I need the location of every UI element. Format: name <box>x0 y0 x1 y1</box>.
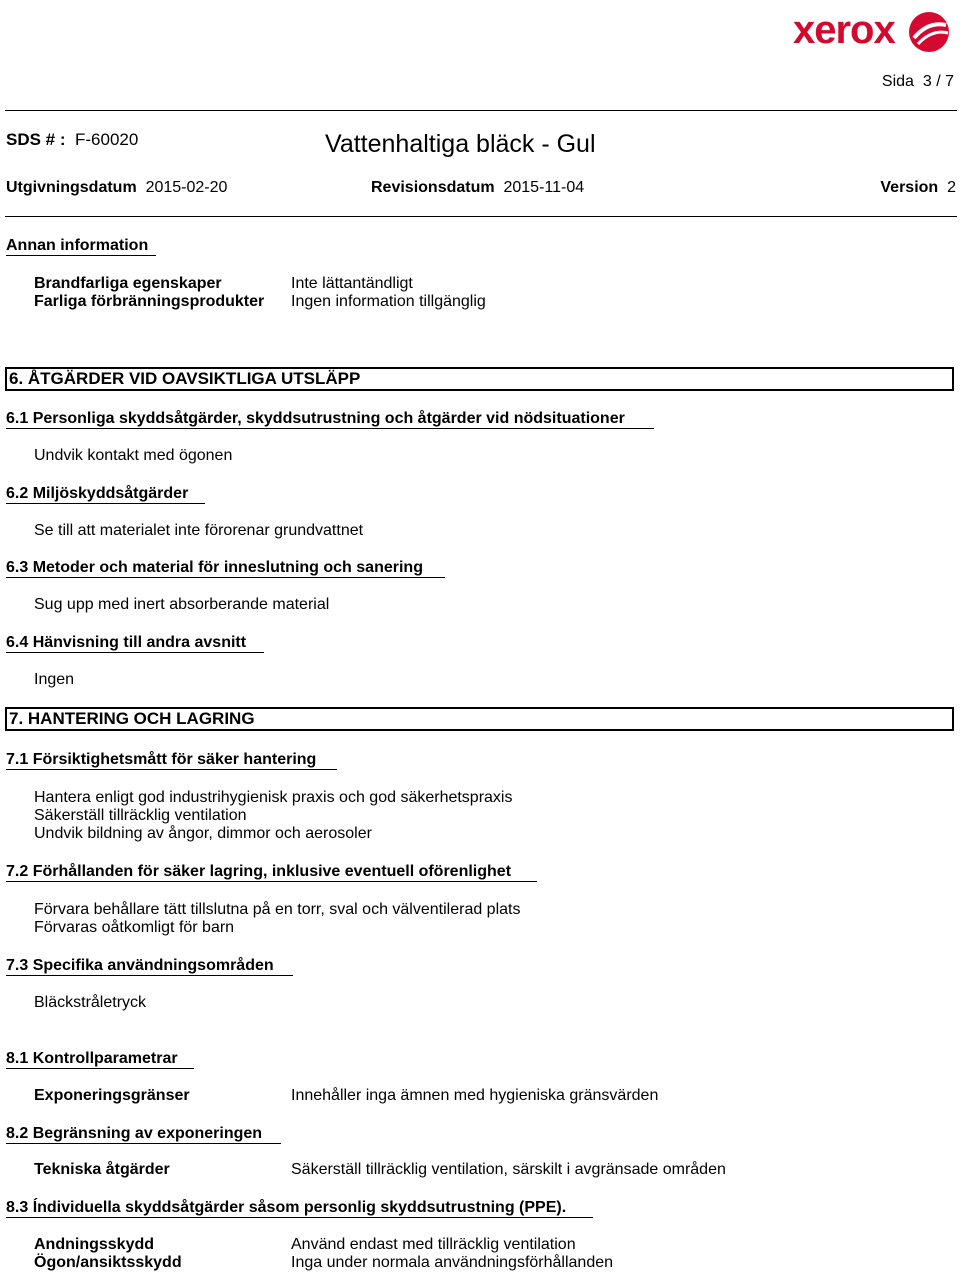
field-value: Ingen information tillgänglig <box>291 293 486 310</box>
subsection-6-3-text: Sug upp med inert absorberande material <box>34 596 330 613</box>
subsection-6-1-heading: 6.1 Personliga skyddsåtgärder, skyddsutrustning och åtgärder vid nödsituationer <box>6 410 625 427</box>
field-value: Använd endast med tillräcklig ventilation <box>291 1236 576 1253</box>
header-rule-bottom <box>5 216 957 217</box>
field-label: Ögon/ansiktsskydd <box>34 1254 182 1271</box>
field-value: Innehåller inga ämnen med hygieniska gränsvärden <box>291 1087 659 1104</box>
subsection-7-1-heading: 7.1 Försiktighetsmått för säker hantering <box>6 751 317 768</box>
field-label: Farliga förbränningsprodukter <box>34 293 265 310</box>
heading-underline <box>6 1143 281 1144</box>
subsection-7-3-text: Bläckstråletryck <box>34 994 147 1011</box>
heading-underline <box>6 503 205 504</box>
heading-underline <box>6 577 445 578</box>
subsection-7-1-line: Hantera enligt god industrihygienisk praxis och god säkerhetspraxis <box>34 789 513 806</box>
heading-underline <box>6 428 654 429</box>
page-title: Vattenhaltiga bläck - Gul <box>325 130 596 158</box>
xerox-logo <box>793 8 953 58</box>
page-number: Sida 3 / 7 <box>881 73 954 90</box>
section-7-title: 7. HANTERING OCH LAGRING <box>5 707 954 731</box>
section-6-title: 6. ÅTGÄRDER VID OAVSIKTLIGA UTSLÄPP <box>5 367 954 391</box>
xerox-wordmark: xerox <box>793 8 895 52</box>
sds-number: SDS # : F-60020 <box>6 130 139 149</box>
subsection-6-2-heading: 6.2 Miljöskyddsåtgärder <box>6 485 189 502</box>
heading-underline <box>6 255 156 256</box>
heading-underline <box>6 1068 194 1069</box>
subsection-6-1-text: Undvik kontakt med ögonen <box>34 447 233 464</box>
version: Version 2 <box>880 179 956 196</box>
heading-underline <box>6 652 264 653</box>
heading-underline <box>6 975 293 976</box>
subsection-7-2-line: Förvaras oåtkomligt för barn <box>34 919 235 936</box>
heading-underline <box>6 881 537 882</box>
field-label: Brandfarliga egenskaper <box>34 275 222 292</box>
subsection-7-2-line: Förvara behållare tätt tillslutna på en torr, sval och välventilerad plats <box>34 901 521 918</box>
xerox-ball-icon <box>908 11 950 53</box>
subsection-7-2-heading: 7.2 Förhållanden för säker lagring, inklusive eventuell oförenlighet <box>6 863 512 880</box>
header-rule <box>5 110 957 111</box>
heading-underline <box>6 1217 593 1218</box>
subsection-6-4-heading: 6.4 Hänvisning till andra avsnitt <box>6 634 247 651</box>
field-value: Inte lättantändligt <box>291 275 413 292</box>
field-value: Inga under normala användningsförhållanden <box>291 1254 614 1271</box>
subsection-7-1-line: Säkerställ tillräcklig ventilation <box>34 807 247 824</box>
heading-underline <box>6 769 337 770</box>
subsection-8-3-heading: 8.3 Índividuella skyddsåtgärder såsom personlig skyddsutrustning (PPE). <box>6 1199 567 1216</box>
subsection-8-1-heading: 8.1 Kontrollparametrar <box>6 1050 178 1067</box>
subsection-8-2-heading: 8.2 Begränsning av exponeringen <box>6 1125 263 1142</box>
revision-date: Revisionsdatum 2015-11-04 <box>371 179 585 196</box>
other-info-heading: Annan information <box>6 237 149 254</box>
subsection-6-3-heading: 6.3 Metoder och material för inneslutning och sanering <box>6 559 423 576</box>
subsection-7-1-line: Undvik bildning av ångor, dimmor och aerosoler <box>34 825 372 842</box>
subsection-6-2-text: Se till att materialet inte förorenar grundvattnet <box>34 522 364 539</box>
subsection-7-3-heading: 7.3 Specifika användningsområden <box>6 957 274 974</box>
field-value: Säkerställ tillräcklig ventilation, särskilt i avgränsade områden <box>291 1161 726 1178</box>
subsection-6-4-text: Ingen <box>34 671 75 688</box>
field-label: Andningsskydd <box>34 1236 155 1253</box>
field-label: Tekniska åtgärder <box>34 1161 170 1178</box>
issue-date: Utgivningsdatum 2015-02-20 <box>6 179 228 196</box>
field-label: Exponeringsgränser <box>34 1087 190 1104</box>
